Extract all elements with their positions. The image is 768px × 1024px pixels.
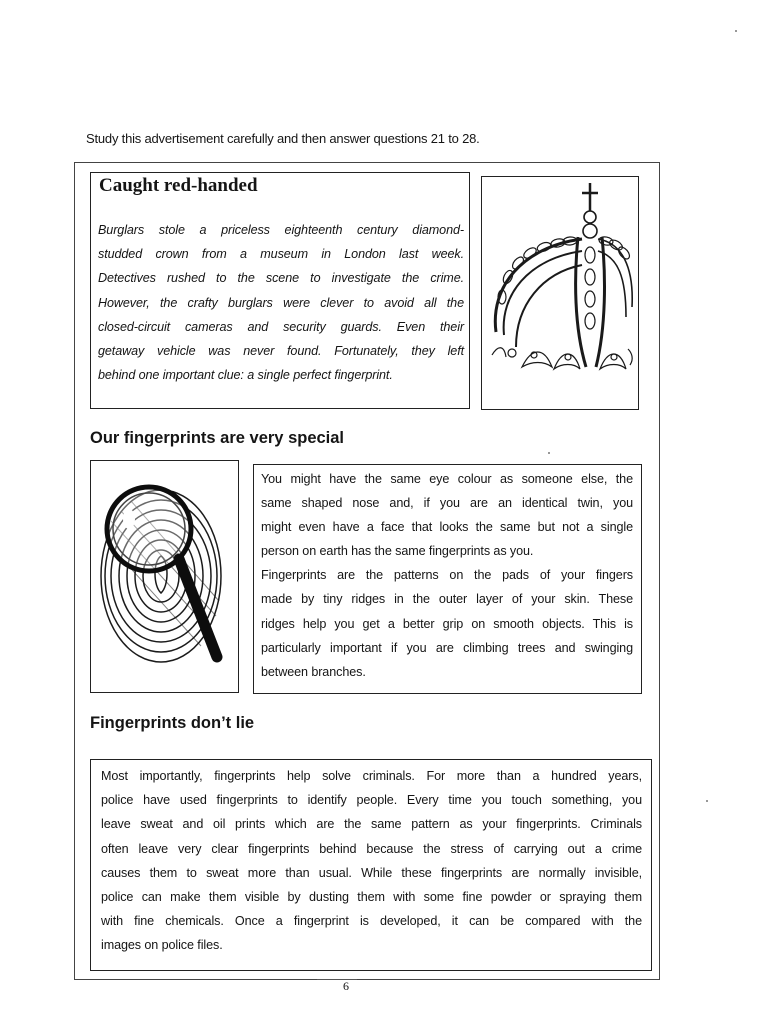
lie-line: causes them to sweat more than usual. While these fingerprints are normally invisible, bbox=[101, 865, 642, 880]
special-line: made by tiny ridges in the outer layer of your skin. These bbox=[261, 592, 633, 607]
crime-story-text bbox=[98, 218, 464, 387]
section-heading-lie: Fingerprints don’t lie bbox=[90, 714, 255, 732]
crime-line: getaway vehicle was never found. Fortunately, they left bbox=[98, 344, 464, 359]
lie-line: images on police files. bbox=[101, 938, 223, 953]
section-heading-special: Our fingerprints are very special bbox=[90, 429, 345, 447]
crime-line: behind one important clue: a single perfect fingerprint. bbox=[98, 368, 393, 383]
special-line: You might have the same eye colour as someone else, the bbox=[261, 472, 633, 486]
lie-line: leave sweat and oil prints which are the same pattern as your fingerprints. Criminals bbox=[101, 817, 642, 832]
lie-line: police can make them visible by dusting them with some fine powder or spraying them bbox=[101, 890, 642, 905]
crime-line: studded crown from a museum in London last week. bbox=[98, 247, 464, 262]
page-number: 6 bbox=[343, 979, 349, 993]
scan-speck bbox=[706, 800, 708, 802]
instruction-text: Study this advertisement carefully and then answer questions 21 to 28. bbox=[86, 131, 480, 146]
special-line: Fingerprints are the patterns on the pads of your fingers bbox=[261, 568, 633, 583]
special-line: might even have a face that looks the same but not a single bbox=[261, 520, 633, 535]
lie-line: with fine chemicals. Once a fingerprint is developed, it can be compared with the bbox=[101, 914, 642, 929]
crime-line: However, the crafty burglars were clever to avoid all the bbox=[98, 295, 464, 310]
crown-image-box bbox=[481, 176, 639, 410]
crime-story-title: Caught red-handed bbox=[99, 175, 258, 196]
special-line: between branches. bbox=[261, 664, 366, 679]
fingerprint-image-box bbox=[90, 460, 239, 693]
crime-line: closed-circuit cameras and security guards. Even their bbox=[98, 319, 464, 334]
lie-line: police have used fingerprints to identify people. Every time you touch something, you bbox=[101, 793, 642, 808]
page-number-rule bbox=[317, 979, 357, 980]
special-line: same shaped nose and, if you are an identical twin, you bbox=[261, 496, 633, 511]
special-text bbox=[261, 467, 633, 684]
fingerprint-illustration bbox=[91, 461, 238, 692]
scan-speck bbox=[735, 30, 737, 32]
lie-line: Most importantly, fingerprints help solve criminals. For more than a hundred years, bbox=[101, 769, 642, 783]
fingerprints-lie-text bbox=[101, 764, 642, 958]
scan-speck bbox=[548, 452, 550, 454]
crime-line: Detectives rushed to the scene to investigate the crime. bbox=[98, 271, 464, 286]
crime-line: Burglars stole a priceless eighteenth century diamond- bbox=[98, 223, 464, 237]
special-line: ridges help you get a better grip on smooth objects. This is bbox=[261, 616, 633, 631]
crown-illustration bbox=[482, 177, 638, 409]
special-line: particularly important if you are climbing trees and swinging bbox=[261, 640, 633, 655]
special-line: person on earth has the same fingerprints as you. bbox=[261, 544, 534, 559]
lie-line: often leave very clear fingerprints behind because the stress of carrying out a crime bbox=[101, 841, 642, 856]
